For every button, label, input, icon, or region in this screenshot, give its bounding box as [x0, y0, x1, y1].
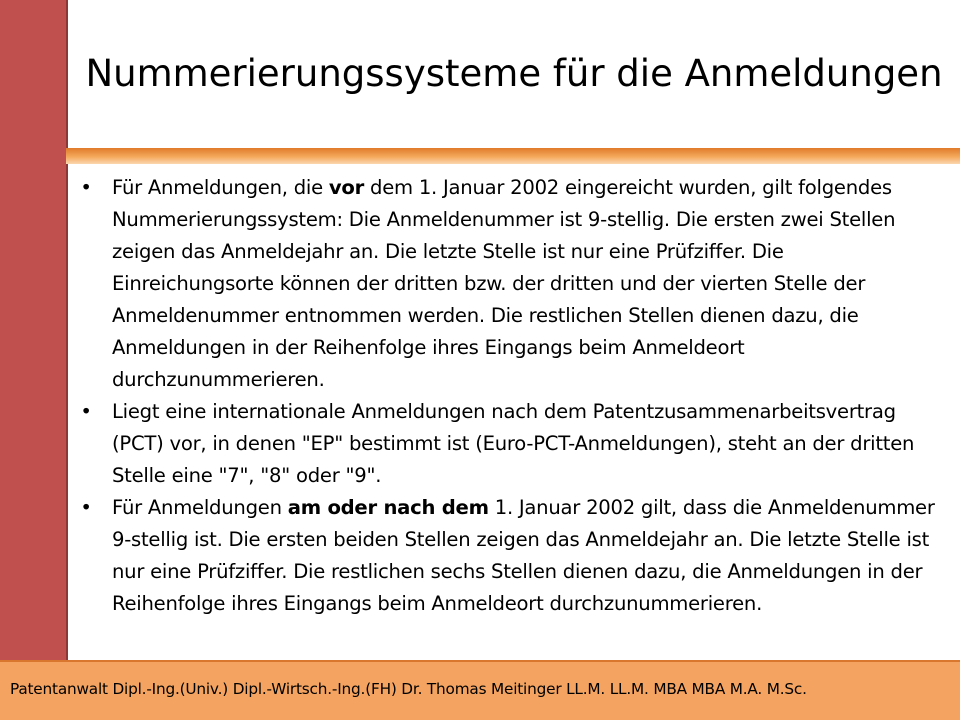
left-accent-bar	[0, 0, 68, 660]
bullet-icon: •	[80, 400, 92, 423]
footer-bar	[0, 660, 960, 720]
bullet-icon: •	[80, 496, 92, 519]
bullet-text-segment: dem 1. Januar 2002 eingereicht wurden, gilt folgendes Nummerierungssystem: Die Anmeldenummer ist 9-stellig. Die ersten zwei Stellen zeigen das Anmeldejahr an. Die letzte Stelle ist nur eine Prüfziffer. Die Einreichungsorte können der dritten bzw. der dritten und der vierten Stelle der Anmeldenummer entnommen werden. Die restlichen Stellen dienen dazu, die Anmeldungen in der Reihenfolge ihres Eingangs beim Anmeldeort durchzunummerieren.	[112, 176, 896, 391]
bullet-item	[76, 172, 938, 396]
bullet-item	[76, 492, 938, 620]
title-divider	[66, 148, 960, 164]
bullet-text-segment: 1. Januar 2002 gilt, dass die Anmeldenummer 9-stellig ist. Die ersten beiden Stellen zeigen das Anmeldejahr an. Die letzte Stelle ist nur eine Prüfziffer. Die restlichen sechs Stellen dienen dazu, die Anmeldungen in der Reihenfolge ihres Eingangs beim Anmeldeort durchzunummerieren.	[112, 496, 935, 615]
bullet-text-segment: Für Anmeldungen, die	[112, 176, 329, 199]
bullet-text-bold: vor	[328, 176, 365, 199]
slide-title: Nummerierungssysteme für die Anmeldungen	[85, 52, 943, 95]
bullet-text-segment: Liegt eine internationale Anmeldungen nach dem Patentzusammenarbeitsvertrag (PCT) vor, in denen "EP" bestimmt ist (Euro-PCT-Anmeldungen), steht an der dritten Stelle eine "7", "8" oder "9".	[112, 400, 915, 487]
bullet-icon: •	[80, 176, 92, 199]
bullet-text-bold: am oder nach dem	[287, 496, 489, 519]
footer-text: Patentanwalt Dipl.-Ing.(Univ.) Dipl.-Wirtsch.-Ing.(FH) Dr. Thomas Meitinger LL.M. LL.M. MBA MBA M.A. M.Sc.	[10, 680, 807, 698]
bullet-text-segment: Für Anmeldungen	[112, 496, 288, 519]
bullet-list	[76, 172, 938, 620]
bullet-item	[76, 396, 938, 492]
